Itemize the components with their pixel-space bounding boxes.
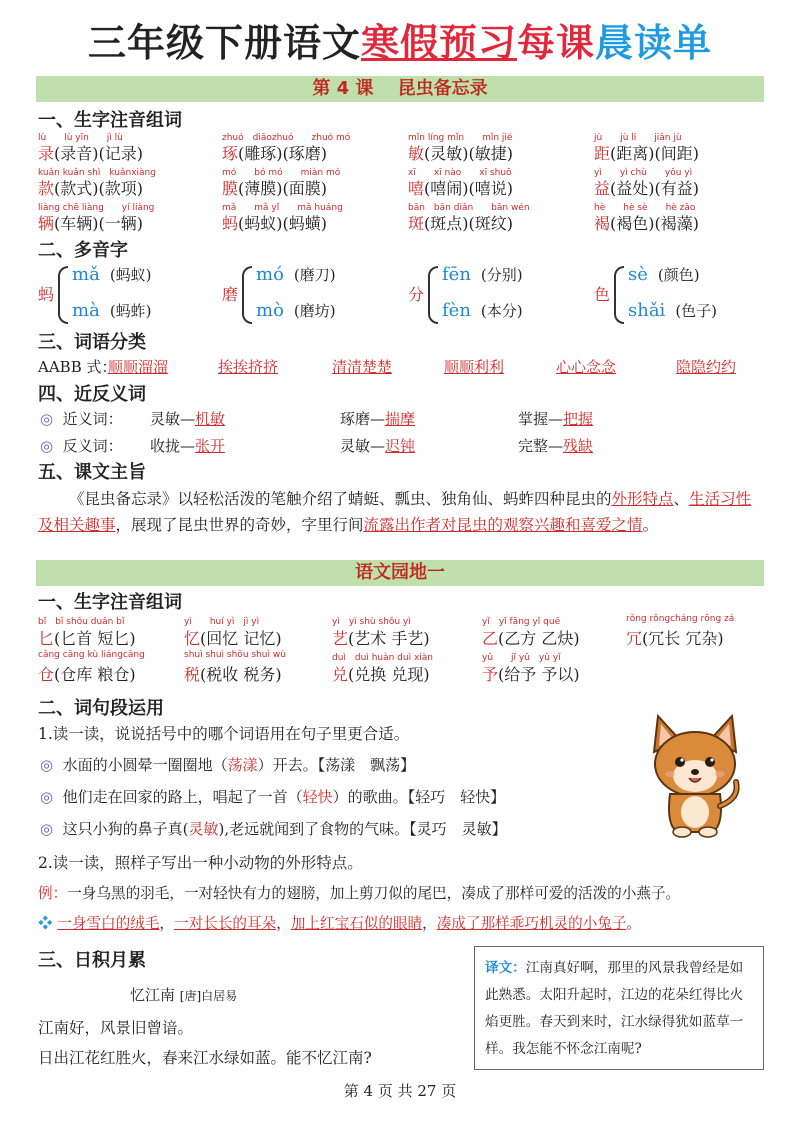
synonym-row-label: [40, 408, 123, 429]
answer-part: 一身雪白的绒毛: [57, 915, 160, 932]
polyphone-reading-2: shǎi (色子): [628, 300, 718, 321]
vocab-entry: [408, 176, 513, 199]
polyphone-reading-1: fēn (分别): [442, 264, 523, 285]
vocab-words: (乙方 乙炔): [498, 629, 580, 648]
pinyin-annotation: yǔ jǐ yǔ yǔ yǐ: [482, 653, 561, 663]
vocab-entry: [482, 662, 580, 685]
poem-title: 忆江南: [130, 986, 176, 1004]
answer-part: 加上红宝石似的眼睛: [290, 915, 423, 932]
circle-bullet-icon: ◎: [40, 756, 54, 774]
puppy-right-eye: [705, 757, 715, 767]
polyphone-char: 色: [594, 285, 611, 304]
vocab-char: 辆: [38, 214, 55, 233]
title-part-3: 每课: [517, 21, 596, 65]
vocab-words: (匕首 短匕): [54, 629, 136, 648]
puppy-illustration: [640, 706, 750, 838]
puppy-left-eye: [675, 757, 685, 767]
garden-usage-title: 二、词句段运用: [38, 698, 164, 719]
lesson-bar: [36, 76, 764, 102]
vocab-char: 冗: [626, 629, 643, 648]
page-footer: 第 4 页 共 27 页: [343, 1082, 457, 1100]
vocab-entry: [408, 211, 513, 234]
pinyin-annotation: yì huí yì jì yì: [184, 617, 260, 627]
synonym-label: 近义词：: [62, 410, 123, 428]
vocab-entry: [332, 662, 430, 685]
poem-heading: [130, 984, 237, 1005]
vocab-words: (兑换 兑现): [348, 665, 430, 684]
sentence-3: ◎ 这只小狗的鼻子真(灵敏),老远就闻到了食物的气味。【灵巧 灵敏】: [40, 820, 507, 838]
aabb-word: 挨挨挤挤: [218, 358, 279, 376]
section-synonym-title: 四、近反义词: [38, 384, 146, 405]
pinyin-annotation: mó bó mó miàn mó: [222, 168, 341, 178]
diamond-bullet-icon: ❖: [38, 915, 53, 932]
question-2: 2.读一读，照样子写出一种小动物的外形特点。: [38, 854, 363, 872]
vocab-char: 膜: [222, 179, 239, 198]
pinyin-annotation: mǎ mǎ yǐ mǎ huáng: [222, 203, 343, 213]
vocab-words: (蚂蚁)(蚂蟥): [238, 214, 327, 233]
vocab-char: 斑: [408, 214, 425, 233]
word-pair: 灵敏—机敏: [150, 410, 226, 428]
vocab-entry: [594, 176, 699, 199]
pinyin-annotation: lù lù yīn jì lù: [38, 133, 123, 143]
vocab-entry: [38, 141, 143, 164]
answer-sentence: [38, 912, 641, 933]
vocab-entry: [332, 626, 430, 649]
pinyin-annotation: duì duì huàn duì xiàn: [332, 653, 434, 663]
theme-text: 、: [673, 490, 690, 508]
word-pair: 掌握—把握: [518, 410, 594, 428]
title-part-4: 晨读单: [595, 21, 713, 65]
theme-highlight: 流露出作者对昆虫的: [363, 516, 504, 534]
title-part-1: 三年级下册语文: [87, 21, 361, 65]
vocab-char: 予: [482, 665, 499, 684]
vocab-entry: [184, 626, 282, 649]
antonym-row-label: [40, 435, 123, 456]
vocab-entry: [482, 626, 580, 649]
vocab-words: (斑点)(斑纹): [424, 214, 513, 233]
polyphone-reading-2: fèn (本分): [442, 300, 523, 321]
vocab-words: (距离)(间距): [610, 144, 699, 163]
theme-highlight: 形特点: [627, 490, 674, 508]
section-polyphone-title: 二、多音字: [38, 240, 128, 261]
example-label: 例：: [38, 885, 68, 902]
sentence-1: ◎ 水面的小圆晕一圈圈地（荡漾）开去。【荡漾 飘荡】: [40, 756, 416, 774]
polyphone-reading-1: mó (磨刀): [256, 264, 336, 285]
page-title: [0, 12, 800, 67]
title-part-2: 寒假预习: [360, 21, 517, 65]
vocab-words: (益处)(有益): [610, 179, 699, 198]
vocab-words: (薄膜)(面膜): [238, 179, 327, 198]
theme-text: 《昆虫备忘录》以轻松活泼的笔触介绍了蜻蜓、瓢虫、独角仙、蚂蚱四种昆虫的: [69, 490, 612, 508]
brace-icon: [428, 266, 438, 324]
theme-text: ，展现了昆虫世界的奇妙，字里行间: [115, 516, 364, 534]
pinyin-annotation: bān bān diǎn bān wén: [408, 203, 530, 213]
vocab-words: (回忆 记忆): [200, 629, 282, 648]
vocab-entry: [594, 211, 699, 234]
vocab-entry: [184, 662, 282, 685]
vocab-entry: [594, 141, 699, 164]
aabb-word: 心心念念: [556, 358, 617, 376]
circle-bullet-icon: ◎: [40, 788, 54, 806]
polyphone-char: 蚂: [38, 285, 55, 304]
sentence-2: ◎ 他们走在回家的路上，唱起了一首（轻快）的歌曲。【轻巧 轻快】: [40, 788, 506, 806]
circle-bullet-icon: ◎: [40, 820, 54, 838]
answer-part: ，: [276, 915, 291, 932]
vocab-words: (褐色)(褐藻): [610, 214, 699, 233]
polyphone-reading-1: mǎ (蚂蚁): [72, 264, 152, 285]
theme-highlight: 观察兴趣和喜爱之情: [503, 516, 643, 534]
vocab-char: 敏: [408, 144, 425, 163]
vocab-char: 录: [38, 144, 55, 163]
vocab-words: (仓库 粮仓): [54, 665, 136, 684]
section-theme-title: 五、课文主旨: [38, 462, 146, 483]
pinyin-annotation: zhuó diāozhuó zhuó mó: [222, 133, 351, 143]
vocab-char: 褐: [594, 214, 611, 233]
theme-text: 。: [642, 516, 659, 534]
puppy-nose: [691, 769, 699, 775]
vocab-words: (嘻闹)(嘻说): [424, 179, 513, 198]
vocab-words: (艺术 手艺): [348, 629, 430, 648]
theme-highlight: 生活习性及相关趣事: [38, 490, 752, 534]
translation-box: [474, 946, 764, 1070]
garden-daily-title: 三、日积月累: [38, 950, 146, 971]
pinyin-annotation: kuǎn kuǎn shì kuǎnxiàng: [38, 168, 156, 178]
vocab-entry: [38, 662, 136, 685]
vocab-char: 琢: [222, 144, 239, 163]
vocab-words: (款式)(款项): [54, 179, 143, 198]
question-1: 1.读一读，说说括号中的哪个词语用在句子里更合适。: [38, 725, 410, 743]
vocab-entry: [38, 626, 136, 649]
antonym-label: 反义词：: [62, 437, 123, 455]
pinyin-annotation: shuì shuì shōu shuì wù: [184, 650, 286, 660]
brace-icon: [614, 266, 624, 324]
vocab-words: (录音)(记录): [54, 144, 143, 163]
aabb-word: 清清楚楚: [332, 358, 393, 376]
vocab-char: 税: [184, 665, 201, 684]
polyphone-char: 分: [408, 285, 425, 304]
garden-vocab-title: 一、生字注音组词: [38, 592, 182, 613]
vocab-words: (给予 予以): [498, 665, 580, 684]
pinyin-annotation: jù jù lí jiān jù: [594, 133, 682, 143]
pinyin-annotation: hè hè sè hè zǎo: [594, 203, 696, 213]
pinyin-annotation: mǐn líng mǐn mǐn jié: [408, 133, 513, 143]
section-classify-title: 三、词语分类: [38, 332, 146, 353]
answer-part: 。: [626, 915, 642, 932]
polyphone-char: 磨: [222, 285, 239, 304]
vocab-char: 乙: [482, 629, 499, 648]
garden-title: 语文园地一: [355, 562, 445, 583]
theme-paragraph: [38, 486, 758, 538]
vocab-words: (雕琢)(琢磨): [238, 144, 327, 163]
polyphone-reading-2: mò (磨坊): [256, 300, 336, 321]
lesson-title: 第 4 课 昆虫备忘录: [312, 78, 488, 99]
vocab-words: (冗长 冗杂): [642, 629, 724, 648]
vocab-words: (车辆)(一辆): [54, 214, 143, 233]
aabb-word: 顺顺利利: [444, 358, 505, 376]
pinyin-annotation: liàng chē liàng yí liàng: [38, 203, 155, 213]
pinyin-annotation: yǐ yǐ fāng yǐ quē: [482, 617, 561, 627]
vocab-words: (灵敏)(敏捷): [424, 144, 513, 163]
brace-icon: [58, 266, 68, 324]
vocab-entry: [222, 211, 327, 234]
pinyin-annotation: rǒng rǒngcháng rǒng zá: [626, 614, 735, 624]
answer-part: ，: [422, 915, 437, 932]
pinyin-annotation: cāng cāng kù liángcāng: [38, 650, 145, 660]
word-pair: 完整—残缺: [518, 437, 594, 455]
example-text: 一身乌黑的羽毛，一对轻快有力的翅膀，加上剪刀似的尾巴，凑成了那样可爱的活泼的小燕子。: [67, 885, 681, 902]
vocab-words: (税收 税务): [200, 665, 282, 684]
circle-bullet-icon: ◎: [40, 437, 54, 455]
aabb-word: 隐隐约约: [676, 358, 737, 376]
example-sentence: [38, 882, 680, 903]
garden-bar: [36, 560, 764, 586]
poem-author: [唐]白居易: [179, 989, 238, 1003]
poem-line-2: 日出江花红胜火，春来江水绿如蓝。能不忆江南?: [38, 1049, 372, 1067]
vocab-char: 兑: [332, 665, 349, 684]
answer-part: 一对长长的耳朵: [174, 915, 277, 932]
vocab-entry: [408, 141, 513, 164]
pinyin-annotation: xī xī nào xī shuō: [408, 168, 512, 178]
translation-label: 译文：: [485, 960, 526, 976]
polyphone-reading-1: sè (颜色): [628, 264, 700, 285]
vocab-char: 蚂: [222, 214, 239, 233]
circle-bullet-icon: ◎: [40, 410, 54, 428]
vocab-entry: [38, 211, 143, 234]
section-vocab-title: 一、生字注音组词: [38, 110, 182, 131]
vocab-char: 嘻: [408, 179, 425, 198]
answer-part: ，: [159, 915, 175, 932]
pinyin-annotation: yì yì chù yǒu yì: [594, 168, 693, 178]
vocab-char: 匕: [38, 629, 55, 648]
polyphone-reading-2: mà (蚂蚱): [72, 300, 152, 321]
word-pair: 琢磨—揣摩: [340, 410, 416, 428]
answer-part: 凑成了那样乖巧机灵的小兔子: [436, 915, 627, 932]
vocab-char: 忆: [184, 629, 201, 648]
vocab-char: 仓: [38, 665, 55, 684]
vocab-entry: [222, 141, 327, 164]
brace-icon: [242, 266, 252, 324]
vocab-entry: [626, 626, 724, 649]
poem-line-1: 江南好，风景旧曾谙。: [38, 1019, 194, 1037]
vocab-char: 款: [38, 179, 55, 198]
vocab-entry: [222, 176, 327, 199]
aabb-label: AABB 式：: [38, 358, 117, 376]
vocab-char: 艺: [332, 629, 349, 648]
word-pair: 灵敏—迟钝: [340, 437, 416, 455]
pinyin-annotation: yì yì shù shǒu yì: [332, 617, 411, 627]
vocab-char: 益: [594, 179, 611, 198]
vocab-char: 距: [594, 144, 611, 163]
aabb-word: 顺顺溜溜: [108, 358, 169, 376]
pinyin-annotation: bǐ bǐ shǒu duǎn bǐ: [38, 617, 125, 627]
translation-text: 江南真好啊，那里的风景我曾经是如此熟悉。太阳升起时，江边的花朵红得比火焰更胜。春天到来时，江水绿得犹如蓝草一样。我怎能不怀念江南呢?: [485, 960, 744, 1057]
puppy-belly: [681, 796, 709, 828]
theme-highlight: 外: [611, 490, 628, 508]
word-pair: 收拢—张开: [150, 437, 226, 455]
vocab-entry: [38, 176, 143, 199]
